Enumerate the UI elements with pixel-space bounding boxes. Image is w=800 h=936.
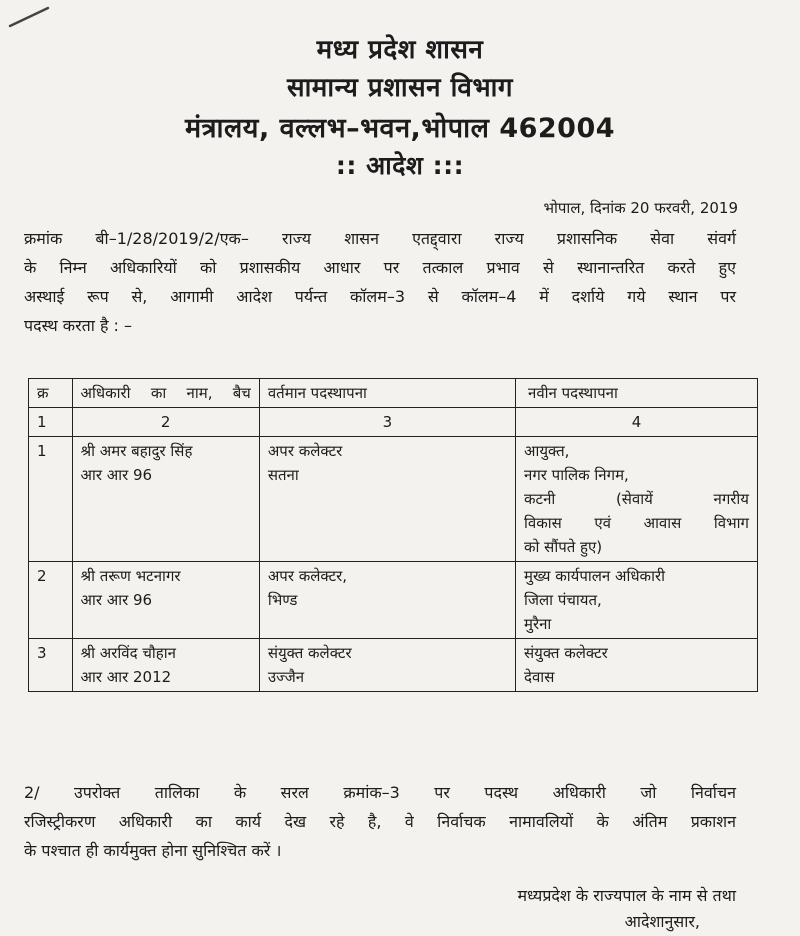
officer-batch: आर आर 96 (80, 466, 153, 484)
table-row (29, 437, 758, 562)
header-order-title: :: आदेश ::: (335, 151, 465, 180)
para2-line-1: 2/ उपरोक्त तालिका के सरल क्रमांक–3 पर पदस्थ अधिकारी जो निर्वाचन (24, 783, 736, 802)
header-new-posting: नवीन पदस्थापना (516, 379, 758, 408)
table-row (29, 639, 758, 692)
intro-line-4: पदस्थ करता है : – (24, 316, 133, 335)
intro-line-3: अस्थाई रूप से, आगामी आदेश पर्यन्त कॉलम–3 से कॉलम–4 में दर्शाये गये स्थान पर (24, 287, 736, 306)
officer-batch: आर आर 2012 (80, 668, 172, 686)
header-current-posting: वर्तमान पदस्थापना (259, 379, 515, 408)
table-header-row (29, 379, 758, 408)
current-posting-line: भिण्ड (267, 591, 298, 609)
table-column-number-row (29, 408, 758, 437)
row-new-posting (516, 639, 758, 692)
paragraph-2 (24, 778, 736, 865)
signature-line-2: आदेशानुसार, (624, 912, 700, 931)
new-posting-line: नगर पालिक निगम, (524, 466, 629, 484)
intro-line-1: क्रमांक बी–1/28/2019/2/एक– राज्य शासन एतद्द्वारा राज्य प्रशासनिक सेवा संवर्ग (24, 229, 736, 248)
colnum-3: 3 (259, 408, 515, 437)
new-posting-line: कटनी (सेवायें नगरीय (524, 490, 749, 508)
colnum-1: 1 (29, 408, 73, 437)
new-posting-line: मुरैना (524, 615, 552, 633)
para2-line-3: के पश्चात ही कार्यमुक्त होना सुनिश्चित करें । (24, 841, 282, 860)
colnum-4: 4 (516, 408, 758, 437)
table-row (29, 562, 758, 639)
header-officer-name (72, 379, 259, 408)
row-new-posting (516, 562, 758, 639)
transfer-table (28, 378, 758, 692)
current-posting-line: उज्जैन (267, 668, 305, 686)
row-officer (72, 437, 259, 562)
header-department: सामान्य प्रशासन विभाग (287, 73, 513, 103)
officer-name: श्री अरविंद चौहान (80, 644, 176, 662)
current-posting-line: संयुक्त कलेक्टर (267, 644, 352, 662)
colnum-2: 2 (72, 408, 259, 437)
new-posting-line: देवास (524, 668, 555, 686)
para2-line-2: रजिस्ट्रीकरण अधिकारी का कार्य देख रहे है, वे निर्वाचक नामावलियों के अंतिम प्रकाशन (24, 812, 736, 831)
signature-line-1: मध्यप्रदेश के राज्यपाल के नाम से तथा (517, 886, 736, 905)
row-sr: 3 (29, 639, 73, 692)
officer-name: श्री तरूण भटनागर (80, 567, 181, 585)
row-sr: 2 (29, 562, 73, 639)
row-officer (72, 562, 259, 639)
new-posting-line: विकास एवं आवास विभाग (524, 514, 749, 532)
new-posting-line: मुख्य कार्यपालन अधिकारी (524, 567, 665, 585)
officer-batch: आर आर 96 (80, 591, 153, 609)
row-sr: 1 (29, 437, 73, 562)
row-current-posting (259, 437, 515, 562)
current-posting-line: अपर कलेक्टर, (267, 567, 348, 585)
header-officer-name-text: अधिकारी का नाम, बैच (80, 384, 251, 402)
current-posting-line: अपर कलेक्टर (267, 442, 343, 460)
new-posting-line: संयुक्त कलेक्टर (524, 644, 608, 662)
new-posting-line: को सौंपते हुए) (524, 538, 603, 556)
officer-name: श्री अमर बहादुर सिंह (80, 442, 193, 460)
new-posting-line: जिला पंचायत, (524, 591, 602, 609)
new-posting-line: आयुक्त, (524, 442, 570, 460)
current-posting-line: सतना (267, 466, 299, 484)
header-sr: क्र (29, 379, 73, 408)
row-current-posting (259, 639, 515, 692)
pen-stroke-mark (8, 4, 52, 30)
date-line: भोपाल, दिनांक 20 फरवरी, 2019 (543, 199, 738, 217)
header-government: मध्य प्रदेश शासन (316, 35, 484, 65)
header-address: मंत्रालय, वल्लभ–भवन,भोपाल 462004 (184, 113, 616, 144)
intro-line-2: के निम्न अधिकारियों को प्रशासकीय आधार पर तत्काल प्रभाव से स्थानान्तरित करते हुए (24, 258, 736, 277)
row-new-posting (516, 437, 758, 562)
row-current-posting (259, 562, 515, 639)
intro-paragraph (24, 224, 736, 340)
row-officer (72, 639, 259, 692)
